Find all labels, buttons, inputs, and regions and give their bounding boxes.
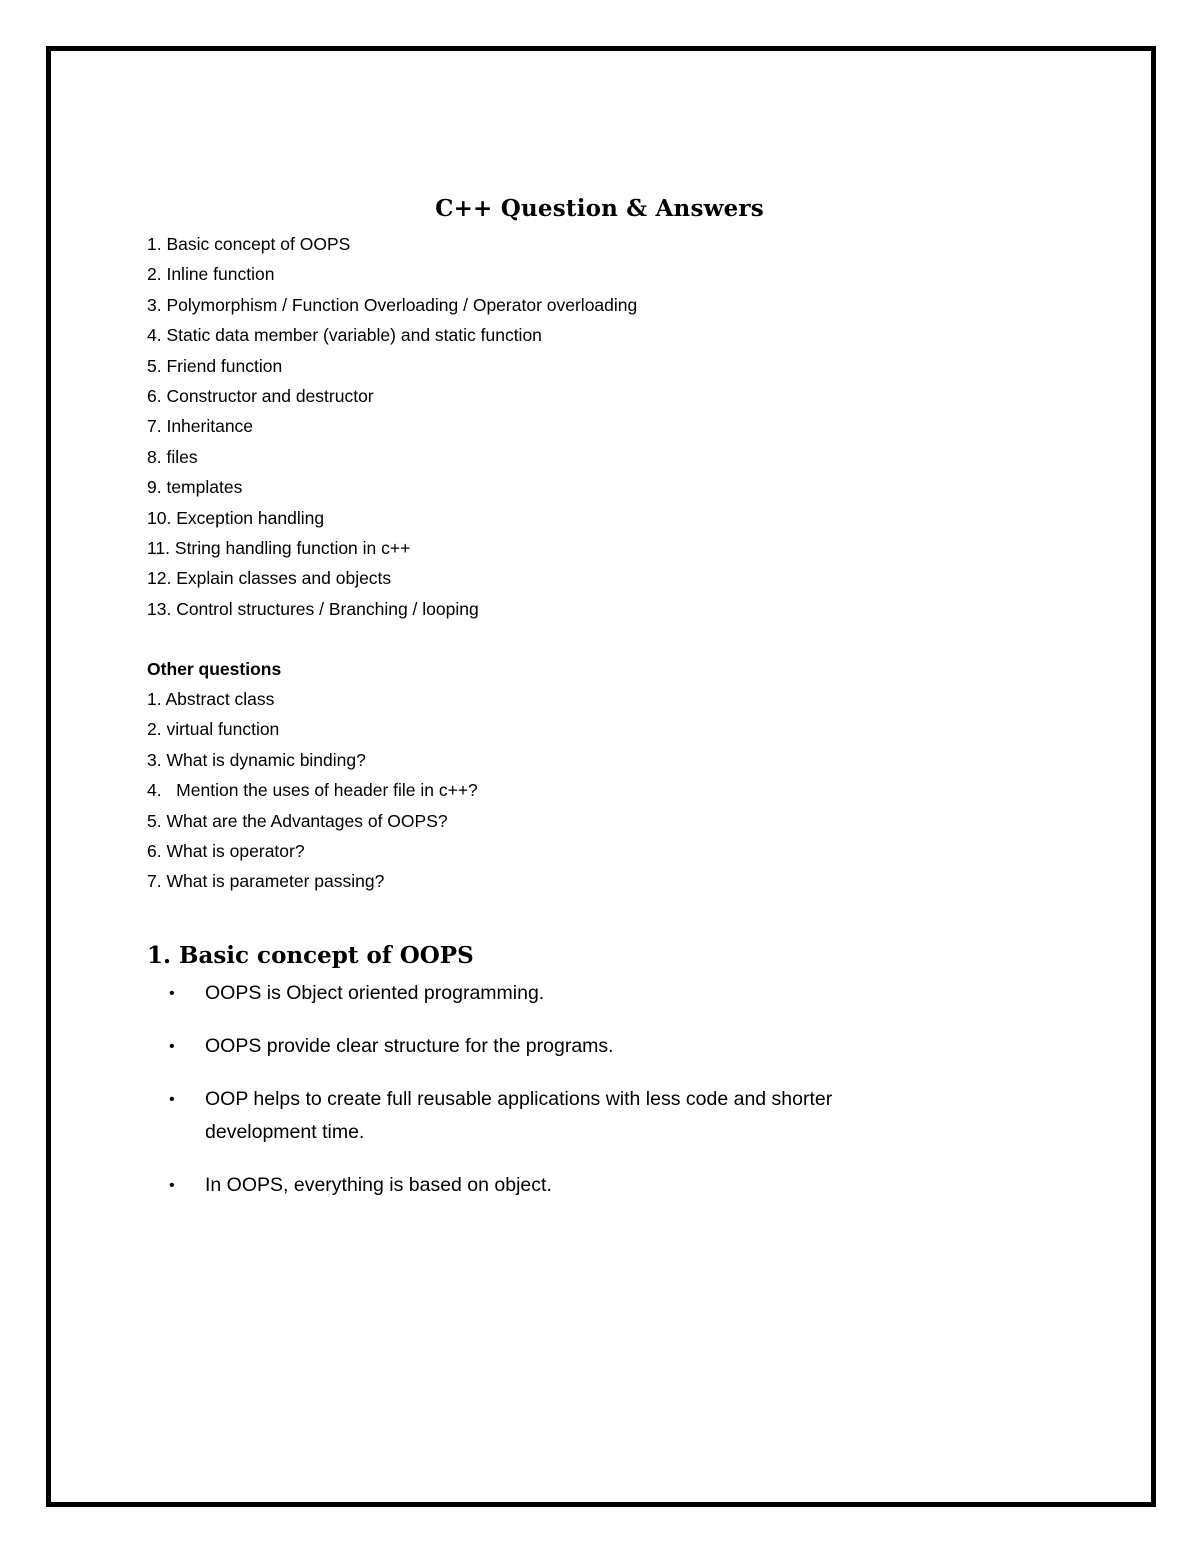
bullet-icon: • [169,1037,175,1055]
topic-item: 7. Inheritance [147,416,254,437]
topic-item: 10. Exception handling [147,507,325,528]
bullet-text: In OOPS, everything is based on object. [205,1173,552,1196]
topic-item: 12. Explain classes and objects [147,568,392,589]
topic-item: 8. files [147,446,198,467]
other-questions-list [147,684,1047,897]
question-item: 6. What is operator? [147,841,305,862]
bullet-text: OOPS provide clear structure for the programs. [205,1034,614,1057]
bullet-icon: • [169,1090,175,1108]
bullet-text: OOP helps to create full reusable applications with less code and shorter development time. [205,1087,833,1143]
bullet-item [169,977,925,1010]
topic-item: 13. Control structures / Branching / looping [147,598,479,619]
question-item: 7. What is parameter passing? [147,871,385,892]
document-title: C++ Question & Answers [435,195,764,222]
topic-item: 2. Inline function [147,264,275,285]
question-item: 4. Mention the uses of header file in c++? [147,780,478,801]
topic-item: 3. Polymorphism / Function Overloading / Operator overloading [147,294,638,315]
topic-item: 5. Friend function [147,355,283,376]
bullet-list [147,977,1047,1202]
bullet-icon: • [169,1176,175,1194]
other-questions-heading: Other questions [147,659,282,680]
bullet-item [169,1169,925,1202]
topic-item: 4. Static data member (variable) and static function [147,325,542,346]
bullet-icon: • [169,984,175,1002]
topic-list [147,229,1047,624]
bullet-item [169,1030,925,1063]
topic-item: 9. templates [147,477,243,498]
section-heading: 1. Basic concept of OOPS [147,941,474,969]
topic-item: 6. Constructor and destructor [147,385,374,406]
bullet-item [169,1083,925,1149]
question-item: 3. What is dynamic binding? [147,749,366,770]
question-item: 2. virtual function [147,719,280,740]
question-item: 5. What are the Advantages of OOPS? [147,810,448,831]
topic-item: 11. String handling function in c++ [147,537,411,558]
document-body [147,195,1047,1222]
topic-item: 1. Basic concept of OOPS [147,234,351,254]
bullet-text: OOPS is Object oriented programming. [205,981,545,1004]
question-item: 1. Abstract class [147,689,275,710]
